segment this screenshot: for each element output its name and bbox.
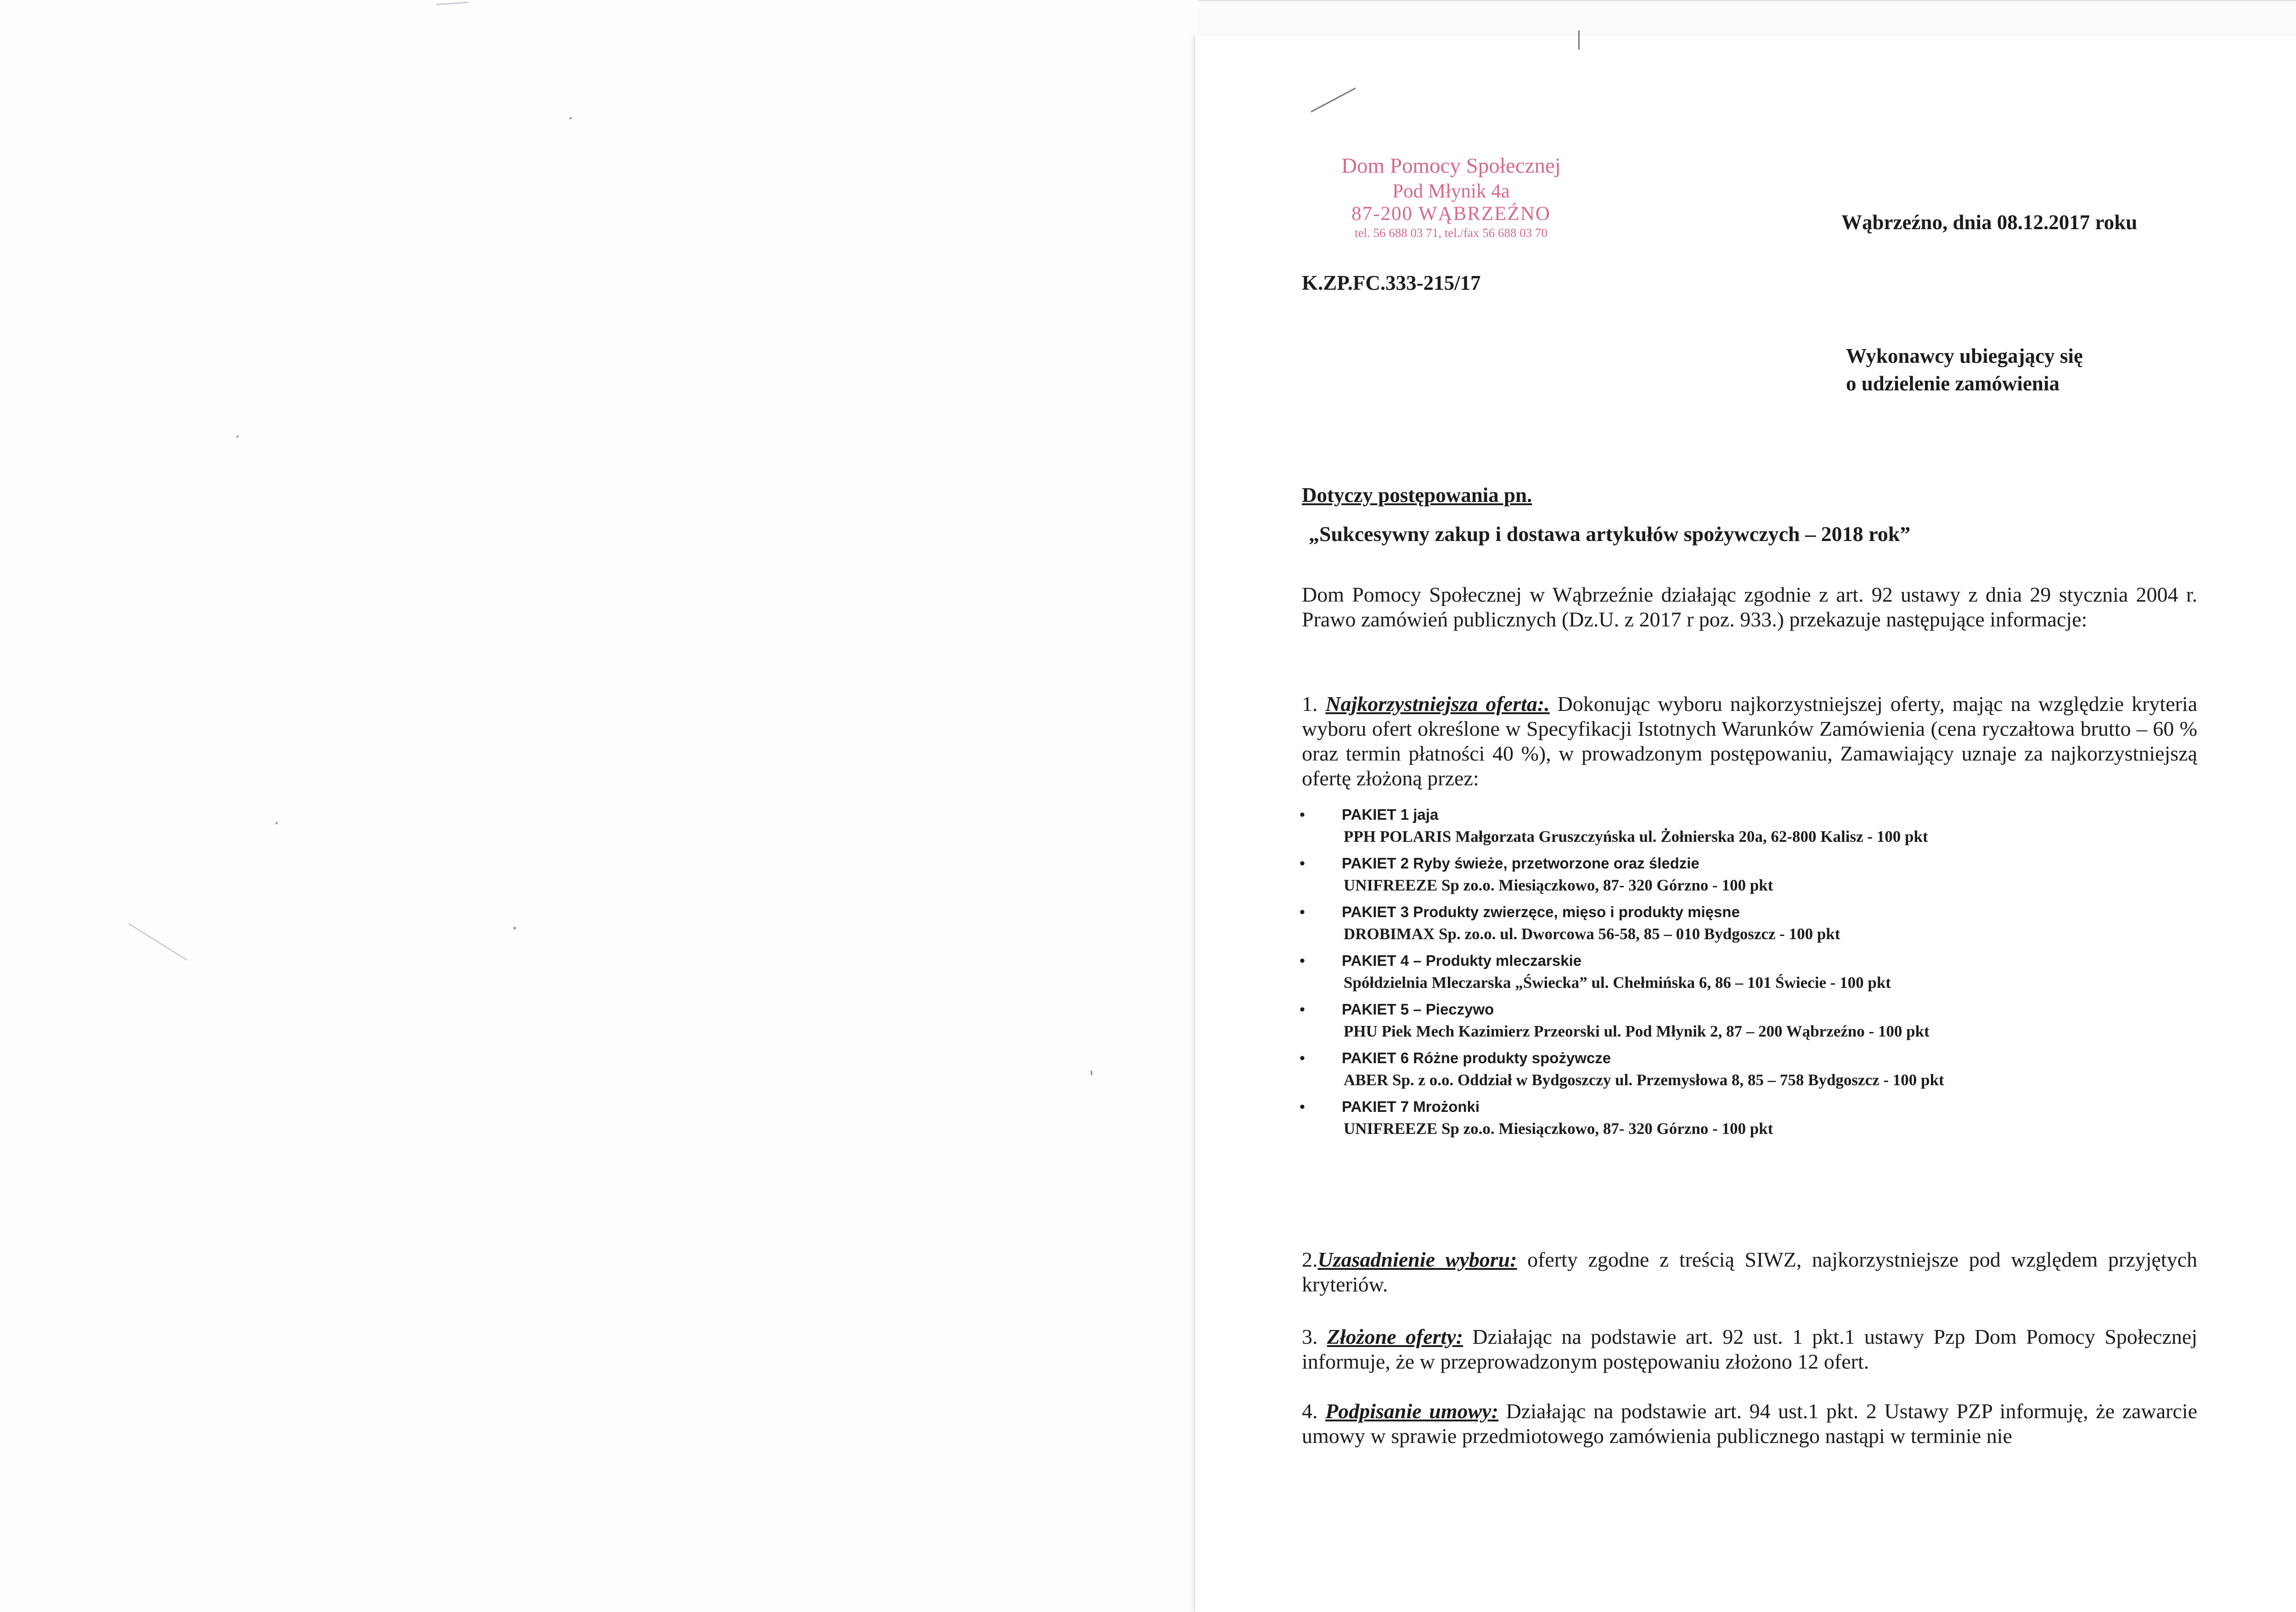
package-winner: UNIFREEZE Sp zo.o. Miesiączkowo, 87- 320 Górzno - 100 pkt — [1344, 876, 1773, 894]
package-winner: UNIFREEZE Sp zo.o. Miesiączkowo, 87- 320 Górzno - 100 pkt — [1344, 1120, 1773, 1138]
package-item — [1300, 805, 2172, 849]
scan-speck — [569, 117, 572, 119]
pen-tick — [1578, 30, 1580, 50]
section-title: Złożone oferty: — [1327, 1325, 1463, 1348]
addressee-line: o udzielenie zamówienia — [1846, 372, 2060, 395]
package-name: • PAKIET 5 – Pieczywo — [1342, 1001, 1494, 1018]
package-name: • PAKIET 6 Różne produkty spożywcze — [1342, 1049, 1611, 1066]
institution-stamp — [1300, 152, 1603, 241]
scan-speck — [513, 927, 516, 930]
package-item — [1300, 902, 2172, 946]
section-text: Działając na podstawie art. 94 ust.1 pkt. 2 Ustawy PZP informuję, że zawarcie umowy w sprawie przedmiotowego zamówienia publicznego nastąpi w terminie nie — [1302, 1399, 2197, 1448]
section-contract-signing — [1302, 1399, 2197, 1449]
package-winner: DROBIMAX Sp. zo.o. ul. Dworcowa 56-58, 85 – 010 Bydgoszcz - 100 pkt — [1344, 925, 1840, 943]
stamp-street: Pod Młynik 4a — [1392, 180, 1510, 202]
package-name: • PAKIET 1 jaja — [1342, 806, 1439, 823]
section-number: 1. — [1302, 692, 1326, 716]
section-text: Dokonując wyboru najkorzystniejszej oferty, mając na względzie kryteria wyboru ofert określone w Specyfikacji Istotnych Warunków Zamówienia (cena ryczałtowa brutto – 60 % oraz termin płatności 40 %), w prowadzonym postępowaniu, Zamawiający uznaje za najkorzystniejszą ofertę złożoną przez: — [1302, 692, 2198, 790]
section-text: oferty zgodne z treścią SIWZ, najkorzystniejsze pod względem przyjętych kryteriów. — [1302, 1248, 2198, 1296]
package-item — [1300, 1048, 2172, 1092]
scan-scratch — [128, 923, 187, 960]
stamp-phone: tel. 56 688 03 71, tel./fax 56 688 03 70 — [1355, 226, 1548, 240]
package-winner: ABER Sp. z o.o. Oddział w Bydgoszczy ul. Przemysłowa 8, 85 – 758 Bydgoszcz - 100 pkt — [1344, 1071, 1944, 1089]
package-item — [1300, 1097, 2172, 1141]
section-number: 2. — [1302, 1248, 1318, 1271]
section-number: 3. — [1302, 1325, 1327, 1348]
section-title: Najkorzystniejsza oferta:. — [1325, 692, 1550, 716]
package-winner: PPH POLARIS Małgorzata Gruszczyńska ul. Żołnierska 20a, 62-800 Kalisz - 100 pkt — [1344, 828, 1928, 845]
section-number: 4. — [1302, 1399, 1326, 1423]
scan-speck — [236, 435, 239, 438]
package-name: • PAKIET 7 Mrożonki — [1342, 1098, 1480, 1115]
package-list — [1300, 805, 2172, 1145]
subject-label: Dotyczy postępowania pn. — [1302, 484, 1532, 507]
section-justification — [1302, 1247, 2197, 1297]
section-best-offer — [1302, 692, 2197, 791]
addressee — [1846, 342, 2083, 397]
package-name: • PAKIET 2 Ryby świeże, przetworzone oraz śledzie — [1342, 855, 1699, 872]
package-name: • PAKIET 3 Produkty zwierzęce, mięso i produkty mięsne — [1342, 903, 1740, 920]
section-title: Podpisanie umowy: — [1325, 1399, 1499, 1423]
intro-paragraph: Dom Pomocy Społecznej w Wąbrzeźnie działając zgodnie z art. 92 ustawy z dnia 29 stycznia 2004 r. Prawo zamówień publicznych (Dz.U. z 2017 r poz. 933.) przekazuje następujące informacje: — [1302, 583, 2197, 631]
reference-number: K.ZP.FC.333-215/17 — [1302, 271, 1481, 294]
stamp-name: Dom Pomocy Społecznej — [1341, 154, 1561, 178]
package-winner: Spółdzielnia Mleczarska „Świecka” ul. Chełmińska 6, 86 – 101 Świecie - 100 pkt — [1344, 974, 1891, 992]
package-item — [1300, 853, 2172, 897]
date-line: Wąbrzeźno, dnia 08.12.2017 roku — [1841, 211, 2138, 234]
package-item — [1300, 999, 2172, 1043]
section-submitted-offers — [1302, 1325, 2197, 1374]
package-name: • PAKIET 4 – Produkty mleczarskie — [1342, 952, 1582, 969]
package-item — [1300, 951, 2172, 995]
package-winner: PHU Piek Mech Kazimierz Przeorski ul. Pod Młynik 2, 87 – 200 Wąbrzeźno - 100 pkt — [1344, 1022, 1930, 1040]
scan-speck — [276, 822, 278, 824]
section-text: Działając na podstawie art. 92 ust. 1 pkt.1 ustawy Pzp Dom Pomocy Społecznej informuje, że w przeprowadzonym postępowaniu złożono 12 ofert. — [1302, 1325, 2198, 1373]
section-title: Uzasadnienie wyboru: — [1317, 1248, 1517, 1271]
scan-speck — [1091, 1070, 1092, 1076]
addressee-line: Wykonawcy ubiegający się — [1846, 344, 2083, 367]
subject-title: „Sukcesywny zakup i dostawa artykułów spożywczych – 2018 rok” — [1309, 522, 1911, 546]
stamp-city: 87-200 WĄBRZEŹNO — [1351, 203, 1551, 225]
